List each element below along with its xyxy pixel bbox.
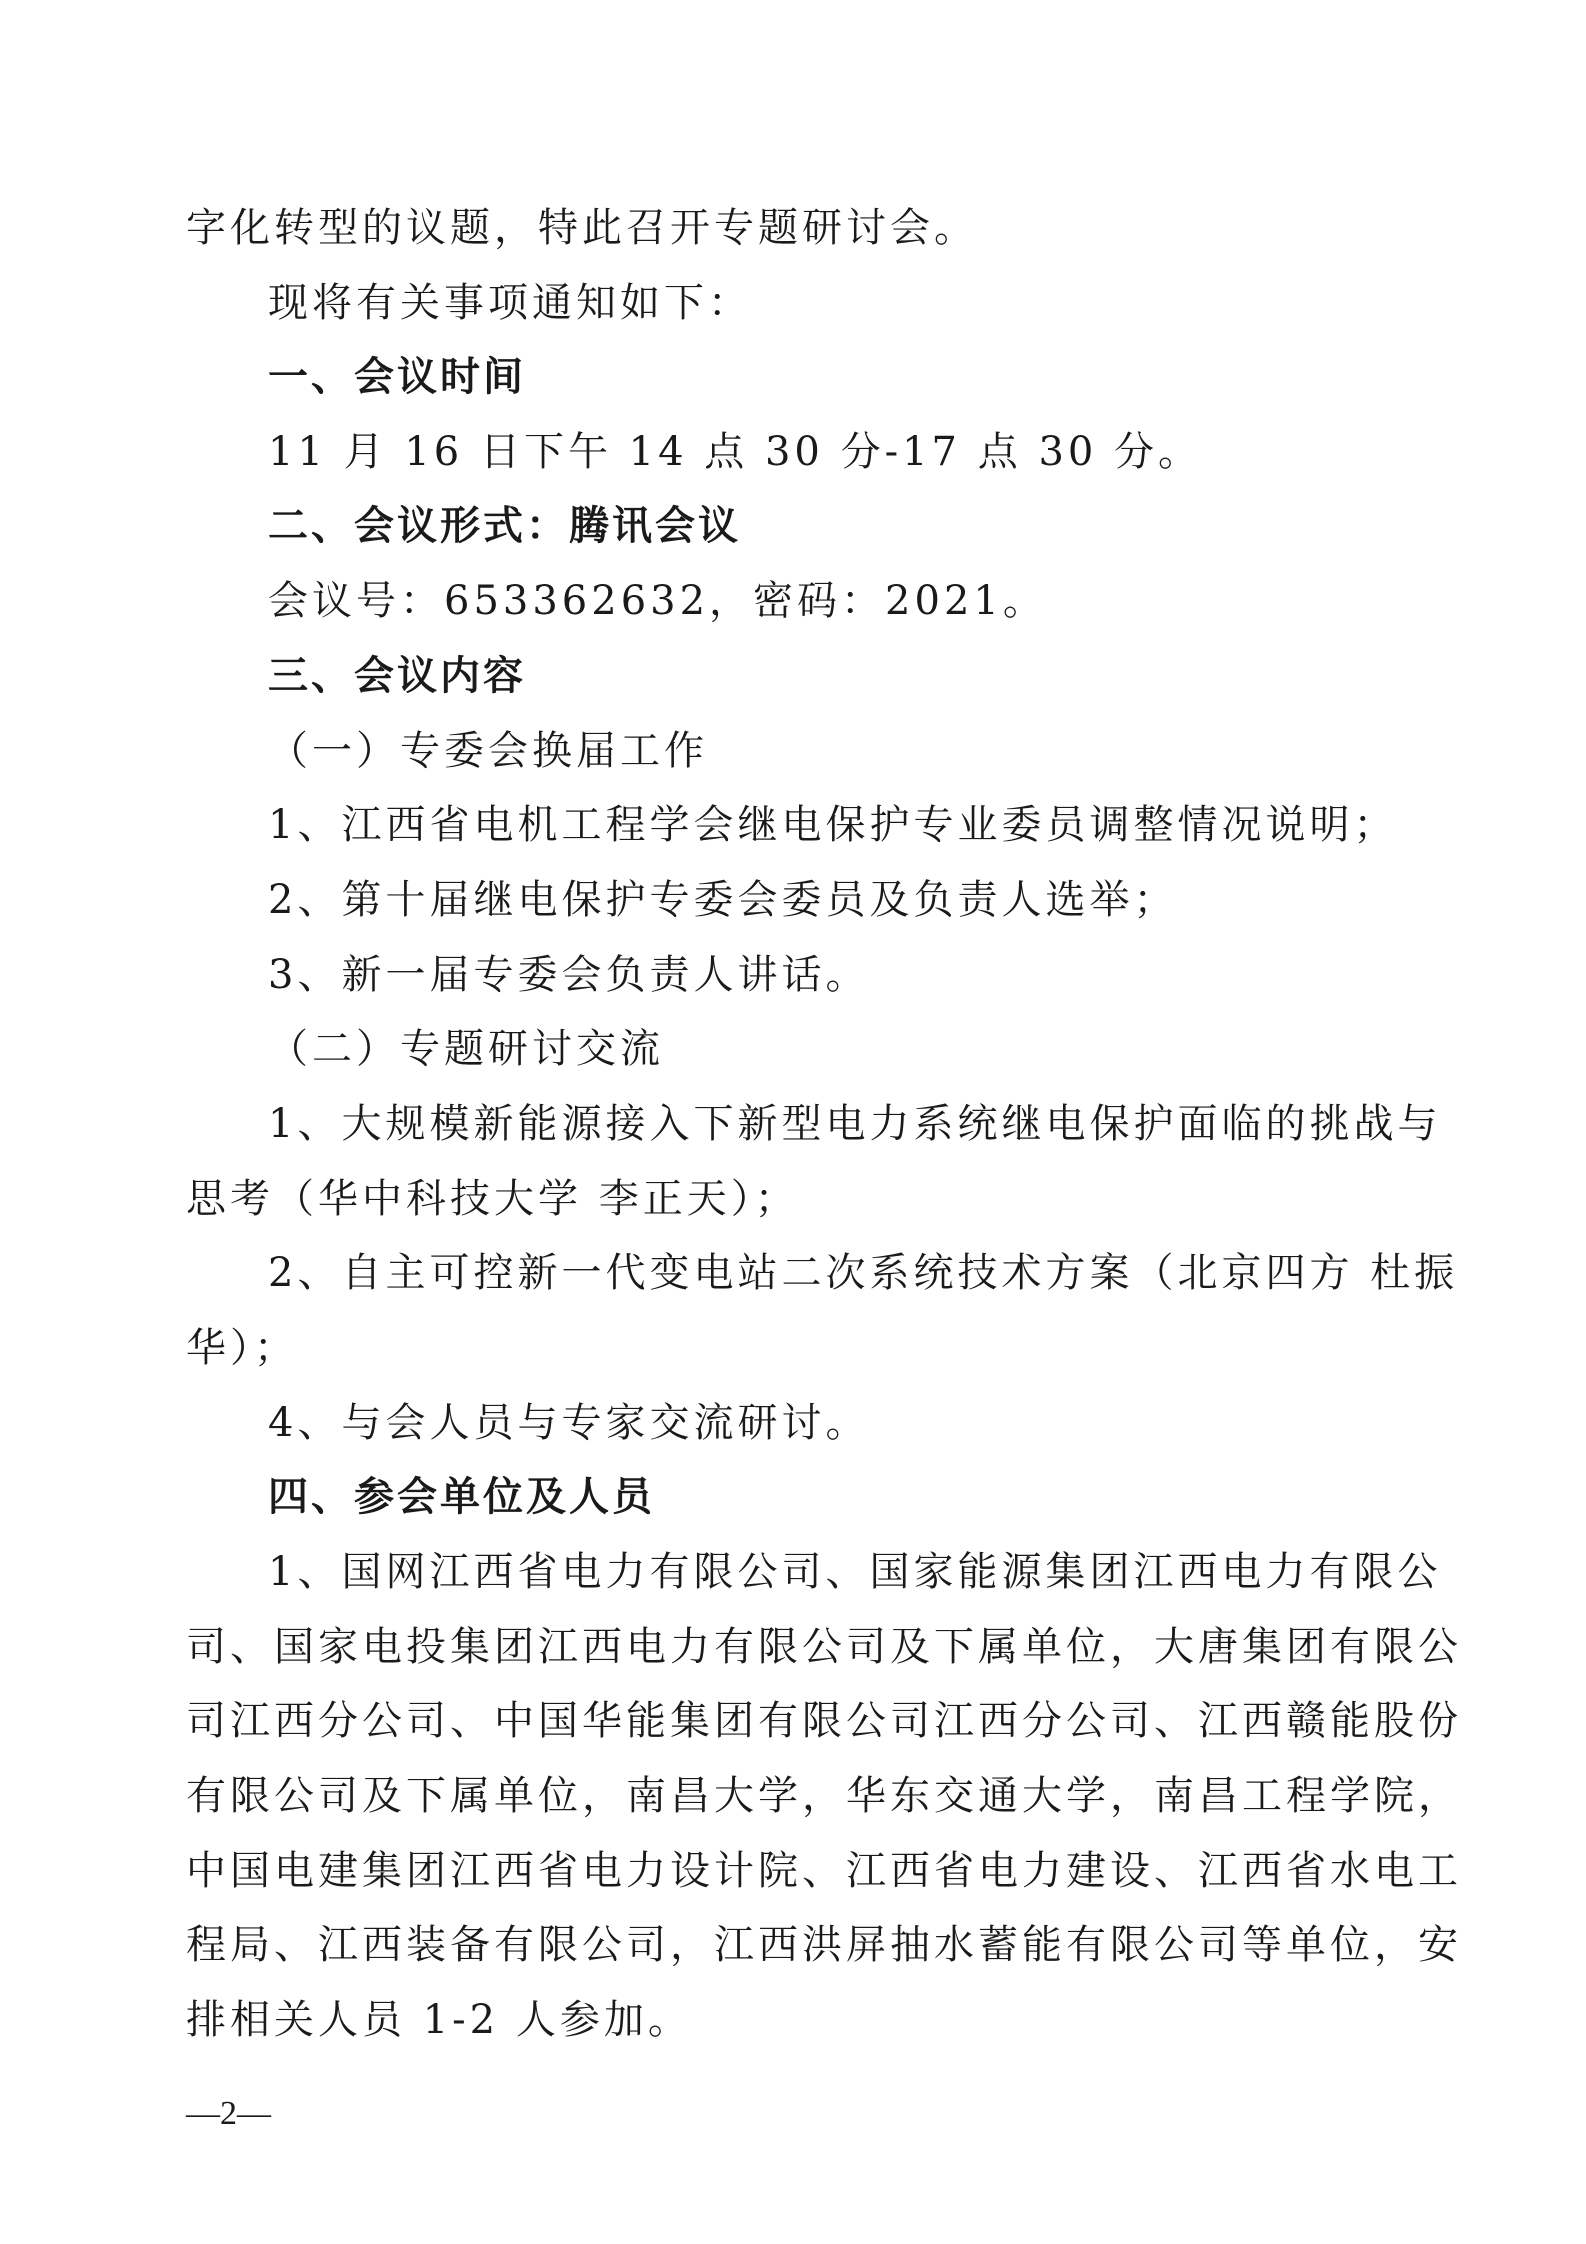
section-heading-format: 二、会议形式：腾讯会议 — [268, 503, 741, 549]
paragraph-line: 司、国家电投集团江西电力有限公司及下属单位，大唐集团有限公 — [186, 1624, 1462, 1670]
list-item-continuation: 华）； — [186, 1325, 298, 1371]
section-heading-content: 三、会议内容 — [268, 653, 526, 699]
paragraph-line: 现将有关事项通知如下： — [268, 280, 752, 326]
paragraph-line: 排相关人员 1-2 人参加。 — [186, 1997, 692, 2043]
section-heading-participants: 四、参会单位及人员 — [268, 1474, 655, 1520]
paragraph-line: 字化转型的议题，特此召开专题研讨会。 — [186, 205, 978, 251]
list-item: 1、江西省电机工程学会继电保护专业委员调整情况说明； — [268, 802, 1398, 848]
subsection-heading: （一）专委会换届工作 — [268, 728, 708, 774]
list-item-continuation: 思考（华中科技大学 李正天）； — [186, 1176, 799, 1222]
paragraph-line: 程局、江西装备有限公司，江西洪屏抽水蓄能有限公司等单位，安 — [186, 1922, 1462, 1968]
list-item: 1、大规模新能源接入下新型电力系统继电保护面临的挑战与 — [268, 1101, 1442, 1147]
list-item: 2、第十届继电保护专委会委员及负责人选举； — [268, 877, 1178, 923]
paragraph-line: 有限公司及下属单位，南昌大学，华东交通大学，南昌工程学院， — [186, 1773, 1462, 1819]
meeting-id-password: 会议号：653362632，密码：2021。 — [268, 578, 1047, 624]
paragraph-line: 司江西分公司、中国华能集团有限公司江西分公司、江西赣能股份 — [186, 1698, 1462, 1744]
list-item: 2、自主可控新一代变电站二次系统技术方案（北京四方 杜振 — [268, 1250, 1459, 1296]
subsection-heading: （二）专题研讨交流 — [268, 1026, 664, 1072]
page-number: —2— — [186, 2095, 271, 2132]
paragraph-line: 1、国网江西省电力有限公司、国家能源集团江西电力有限公 — [268, 1549, 1442, 1595]
meeting-time: 11 月 16 日下午 14 点 30 分-17 点 30 分。 — [268, 429, 1203, 475]
section-heading-time: 一、会议时间 — [268, 354, 526, 400]
list-item: 4、与会人员与专家交流研讨。 — [268, 1400, 870, 1446]
paragraph-line: 中国电建集团江西省电力设计院、江西省电力建设、江西省水电工 — [186, 1848, 1462, 1894]
list-item: 3、新一届专委会负责人讲话。 — [268, 952, 870, 998]
